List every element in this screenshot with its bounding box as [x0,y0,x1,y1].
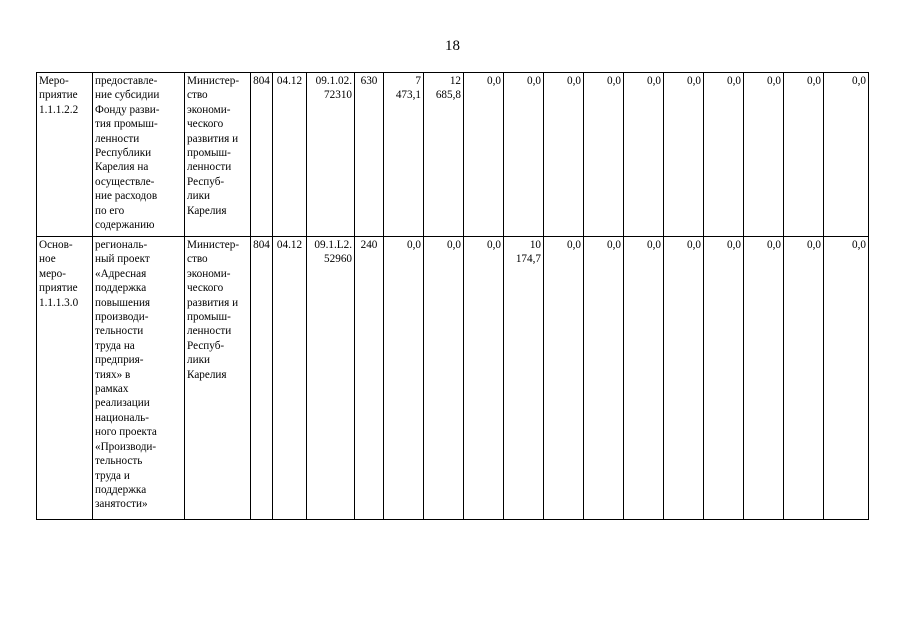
value-cell: 0,0 [464,73,504,237]
value-cell: 10 174,7 [504,237,544,520]
value-cell: 0,0 [704,73,744,237]
value-cell: 0,0 [544,73,584,237]
value-cell: 0,0 [744,73,784,237]
value-cell: 0,0 [584,73,624,237]
vr-cell: 630 [355,73,384,237]
value-cell: 0,0 [824,73,869,237]
measure-type-cell: Меро- приятие 1.1.1.2.2 [37,73,93,237]
value-cell: 12 685,8 [424,73,464,237]
value-cell: 0,0 [784,73,824,237]
value-cell: 0,0 [664,237,704,520]
value-cell: 0,0 [824,237,869,520]
value-cell: 0,0 [464,237,504,520]
csr-cell: 09.1.L2. 52960 [307,237,355,520]
value-cell: 0,0 [504,73,544,237]
value-cell: 0,0 [544,237,584,520]
csr-cell: 09.1.02. 72310 [307,73,355,237]
value-cell: 0,0 [384,237,424,520]
executor-cell: Министер- ство экономи- ческого развития и промыш- ленности Респуб- лики Карелия [185,237,251,520]
vr-cell: 240 [355,237,384,520]
value-cell: 7 473,1 [384,73,424,237]
grbs-cell: 804 [251,73,273,237]
rzpr-cell: 04.12 [273,237,307,520]
page-number: 18 [445,38,460,54]
value-cell: 0,0 [744,237,784,520]
table-row [37,237,869,520]
rzpr-cell: 04.12 [273,73,307,237]
measure-description-cell: предоставле- ние субсидии Фонду разви- тия промыш- ленности Республики Карелия на осуществле- ние расходов по его содержанию [93,73,185,237]
value-cell: 0,0 [624,237,664,520]
budget-table [36,72,869,520]
value-cell: 0,0 [784,237,824,520]
executor-cell: Министер- ство экономи- ческого развития и промыш- ленности Респуб- лики Карелия [185,73,251,237]
value-cell: 0,0 [584,237,624,520]
table-row [37,73,869,237]
value-cell: 0,0 [664,73,704,237]
value-cell: 0,0 [624,73,664,237]
value-cell: 0,0 [704,237,744,520]
measure-type-cell: Основ- ное меро- приятие 1.1.1.3.0 [37,237,93,520]
grbs-cell: 804 [251,237,273,520]
measure-description-cell: региональ- ный проект «Адресная поддержка повышения производи- тельности труда на предприя- тиях» в рамках реализации националь- ного проекта «Производи- тельность труда и поддержка занятости» [93,237,185,520]
value-cell: 0,0 [424,237,464,520]
